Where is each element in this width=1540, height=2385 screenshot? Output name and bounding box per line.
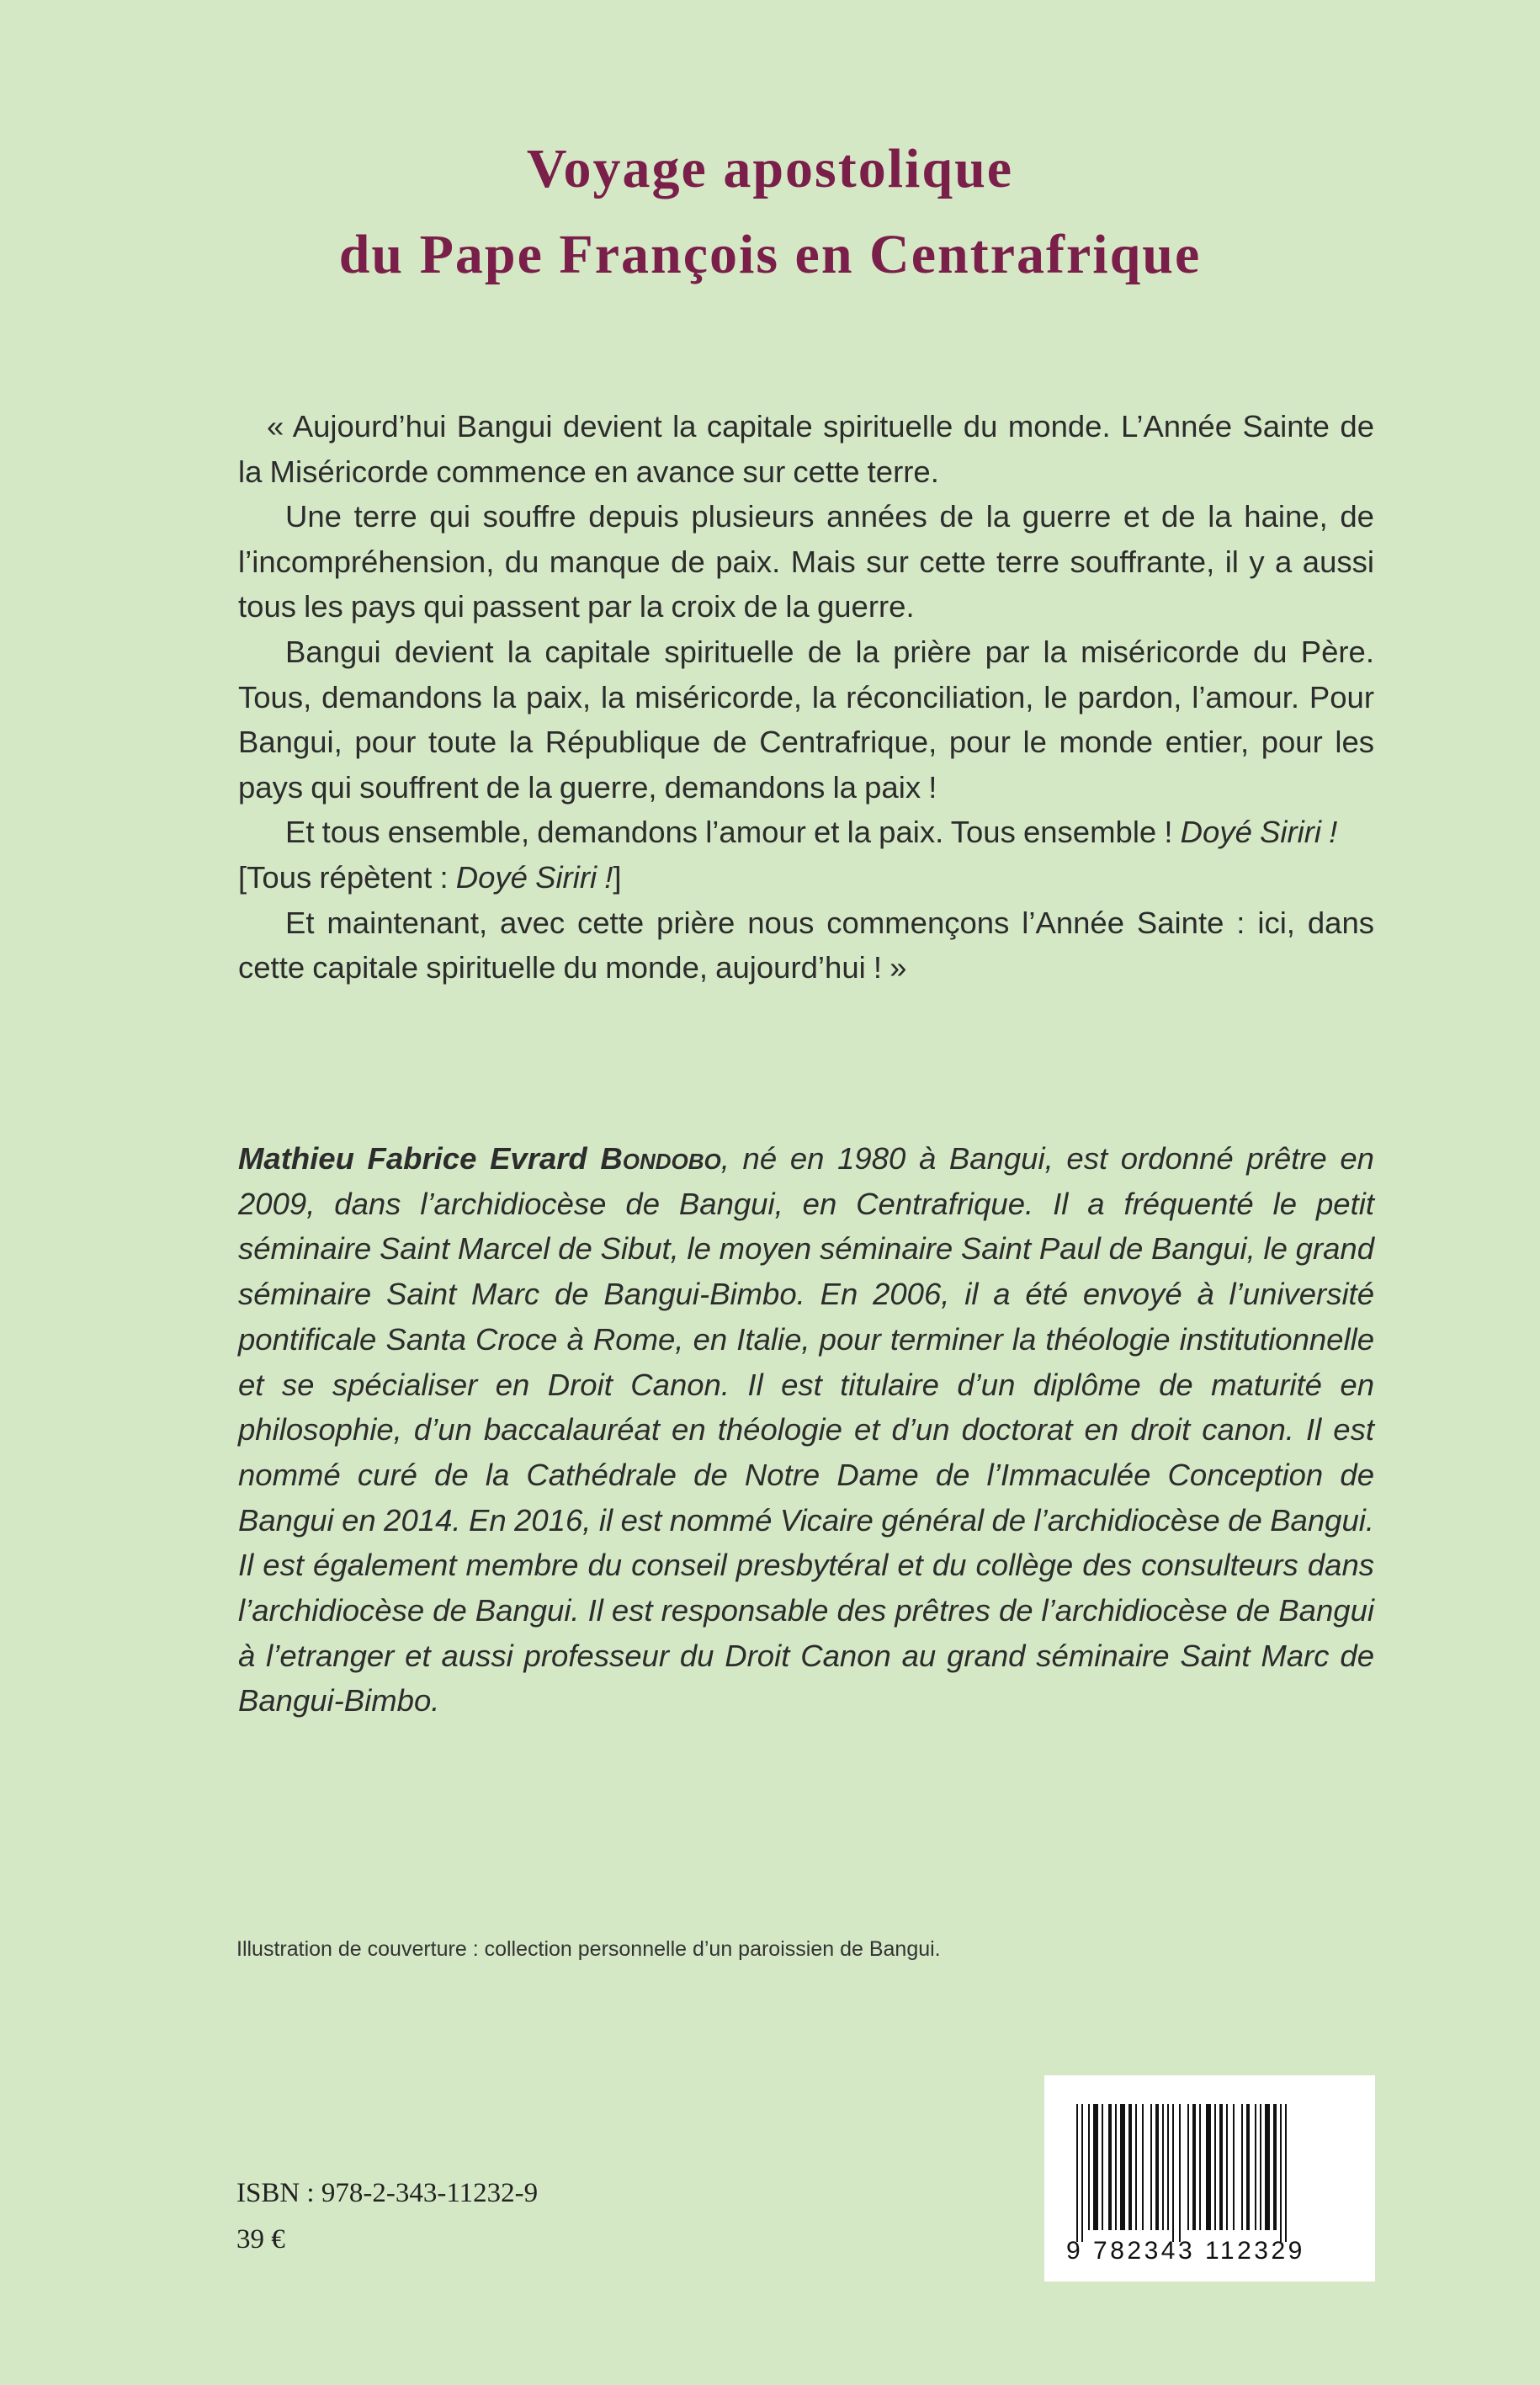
quote-p4-italic: Doyé Siriri ! bbox=[1180, 815, 1338, 850]
book-title-line-2: du Pape François en Centrafrique bbox=[338, 224, 1202, 285]
barcode-bar bbox=[1241, 2104, 1243, 2230]
quote-paragraph-1: « Aujourd’hui Bangui devient la capitale spirituelle du monde. L’Année Sainte de la Miséricorde commence en avance sur cette terre. bbox=[238, 409, 1374, 489]
biography-text: , né en 1980 à Bangui, est ordonné prêtre en 2009, dans l’archidiocèse de Bangui, en Centrafrique. Il a fréquenté le petit séminaire Saint Marcel de Sibut, le moyen séminaire Saint Paul de Bangui, le grand séminaire Saint Marc de Bangui-Bimbo. En 2006, il a été envoyé à l’université pontificale Santa Croce à Rome, en Italie, pour terminer la théologie institutionnelle et se spécialiser en Droit Canon. Il est titulaire d’un diplôme de maturité en philosophie, d’un baccalauréat en théologie et d’un doctorat en droit canon. Il est nommé curé de la Cathédrale de Notre Dame de l’Immaculée Conception de Bangui en 2014. En 2016, il est nommé Vicaire général de l’archidiocèse de Bangui. Il est également membre du conseil presbytéral et du collège des consulteurs dans l’archidiocèse de Bangui. Il est responsable des prêtres de l’archidiocèse de Bangui à l’etranger et aussi professeur du Droit Canon au grand séminaire Saint Marc de Bangui-Bimbo. bbox=[238, 1141, 1374, 1718]
author-biography bbox=[238, 1136, 1374, 1724]
barcode-bar bbox=[1093, 2104, 1098, 2230]
barcode-bar bbox=[1265, 2104, 1270, 2230]
quote-paragraph-3: Bangui devient la capitale spirituelle de la prière par la miséricorde du Père. Tous, demandons la paix, la miséricorde, la réconciliation, le pardon, l’amour. Pour Bangui, pour toute la République de Centrafrique, pour le monde entier, pour les pays qui souffrent de la guerre, demandons la paix ! bbox=[238, 634, 1374, 805]
author-surname: Bondobo bbox=[600, 1141, 721, 1176]
barcode-bar bbox=[1108, 2104, 1112, 2230]
author-name: Mathieu Fabrice Evrard bbox=[238, 1141, 601, 1176]
quote-paragraph-6: Et maintenant, avec cette prière nous commençons l’Année Sainte : ici, dans cette capitale spirituelle du monde, aujourd’hui ! » bbox=[238, 905, 1374, 985]
isbn: ISBN : 978-2-343-11232-9 bbox=[236, 2178, 539, 2208]
barcode-bar bbox=[1102, 2104, 1103, 2230]
illustration-credit: Illustration de couverture : collection personnelle d’un paroissien de Bangui. bbox=[236, 1937, 941, 1961]
barcode-bar bbox=[1172, 2104, 1174, 2242]
barcode-bar bbox=[1233, 2104, 1235, 2230]
barcode-bar bbox=[1273, 2104, 1277, 2230]
barcode-bar bbox=[1179, 2104, 1181, 2242]
barcode-bar bbox=[1219, 2104, 1223, 2230]
barcode-bar bbox=[1150, 2104, 1152, 2230]
barcode-bar bbox=[1115, 2104, 1117, 2230]
barcode-bar bbox=[1120, 2104, 1125, 2230]
quote-paragraph-4 bbox=[238, 810, 1374, 855]
price: 39 € bbox=[236, 2224, 285, 2255]
barcode-bar bbox=[1192, 2104, 1196, 2230]
barcode-digits: 9 782343 112329 bbox=[1066, 2237, 1305, 2265]
barcode-bar bbox=[1187, 2104, 1189, 2230]
barcode-bar bbox=[1076, 2104, 1078, 2242]
barcode-bar bbox=[1088, 2104, 1090, 2230]
barcode-bar bbox=[1206, 2104, 1211, 2230]
barcode-bar bbox=[1285, 2104, 1287, 2242]
book-title-line-1: Voyage apostolique bbox=[526, 138, 1014, 199]
pope-quote bbox=[238, 404, 1374, 991]
barcode-bar bbox=[1135, 2104, 1137, 2230]
barcode-bar bbox=[1226, 2104, 1228, 2230]
barcode bbox=[1044, 2075, 1375, 2281]
barcode-bar bbox=[1260, 2104, 1261, 2230]
barcode-bar bbox=[1162, 2104, 1164, 2230]
barcode-bar bbox=[1280, 2104, 1282, 2242]
barcode-bar bbox=[1167, 2104, 1169, 2230]
quote-p5-text: [Tous répètent : bbox=[238, 859, 456, 895]
barcode-bar bbox=[1142, 2104, 1144, 2230]
barcode-bar bbox=[1155, 2104, 1159, 2230]
quote-p5-italic: Doyé Siriri ! bbox=[455, 859, 613, 895]
barcode-bar bbox=[1081, 2104, 1083, 2242]
barcode-bar bbox=[1214, 2104, 1216, 2230]
barcode-bar bbox=[1255, 2104, 1256, 2230]
book-title bbox=[0, 126, 1540, 298]
barcode-bar bbox=[1246, 2104, 1250, 2230]
quote-p5-end: ] bbox=[613, 859, 622, 895]
barcode-bar bbox=[1199, 2104, 1201, 2230]
quote-paragraph-5 bbox=[238, 855, 1374, 900]
barcode-bar bbox=[1128, 2104, 1132, 2230]
quote-paragraph-2: Une terre qui souffre depuis plusieurs années de la guerre et de la haine, de l’incompréhension, du manque de paix. Mais sur cette terre souffrante, il y a aussi tous les pays qui passent par la croix de la guerre. bbox=[238, 499, 1374, 624]
quote-p4-text: Et tous ensemble, demandons l’amour et la paix. Tous ensemble ! bbox=[285, 815, 1181, 850]
